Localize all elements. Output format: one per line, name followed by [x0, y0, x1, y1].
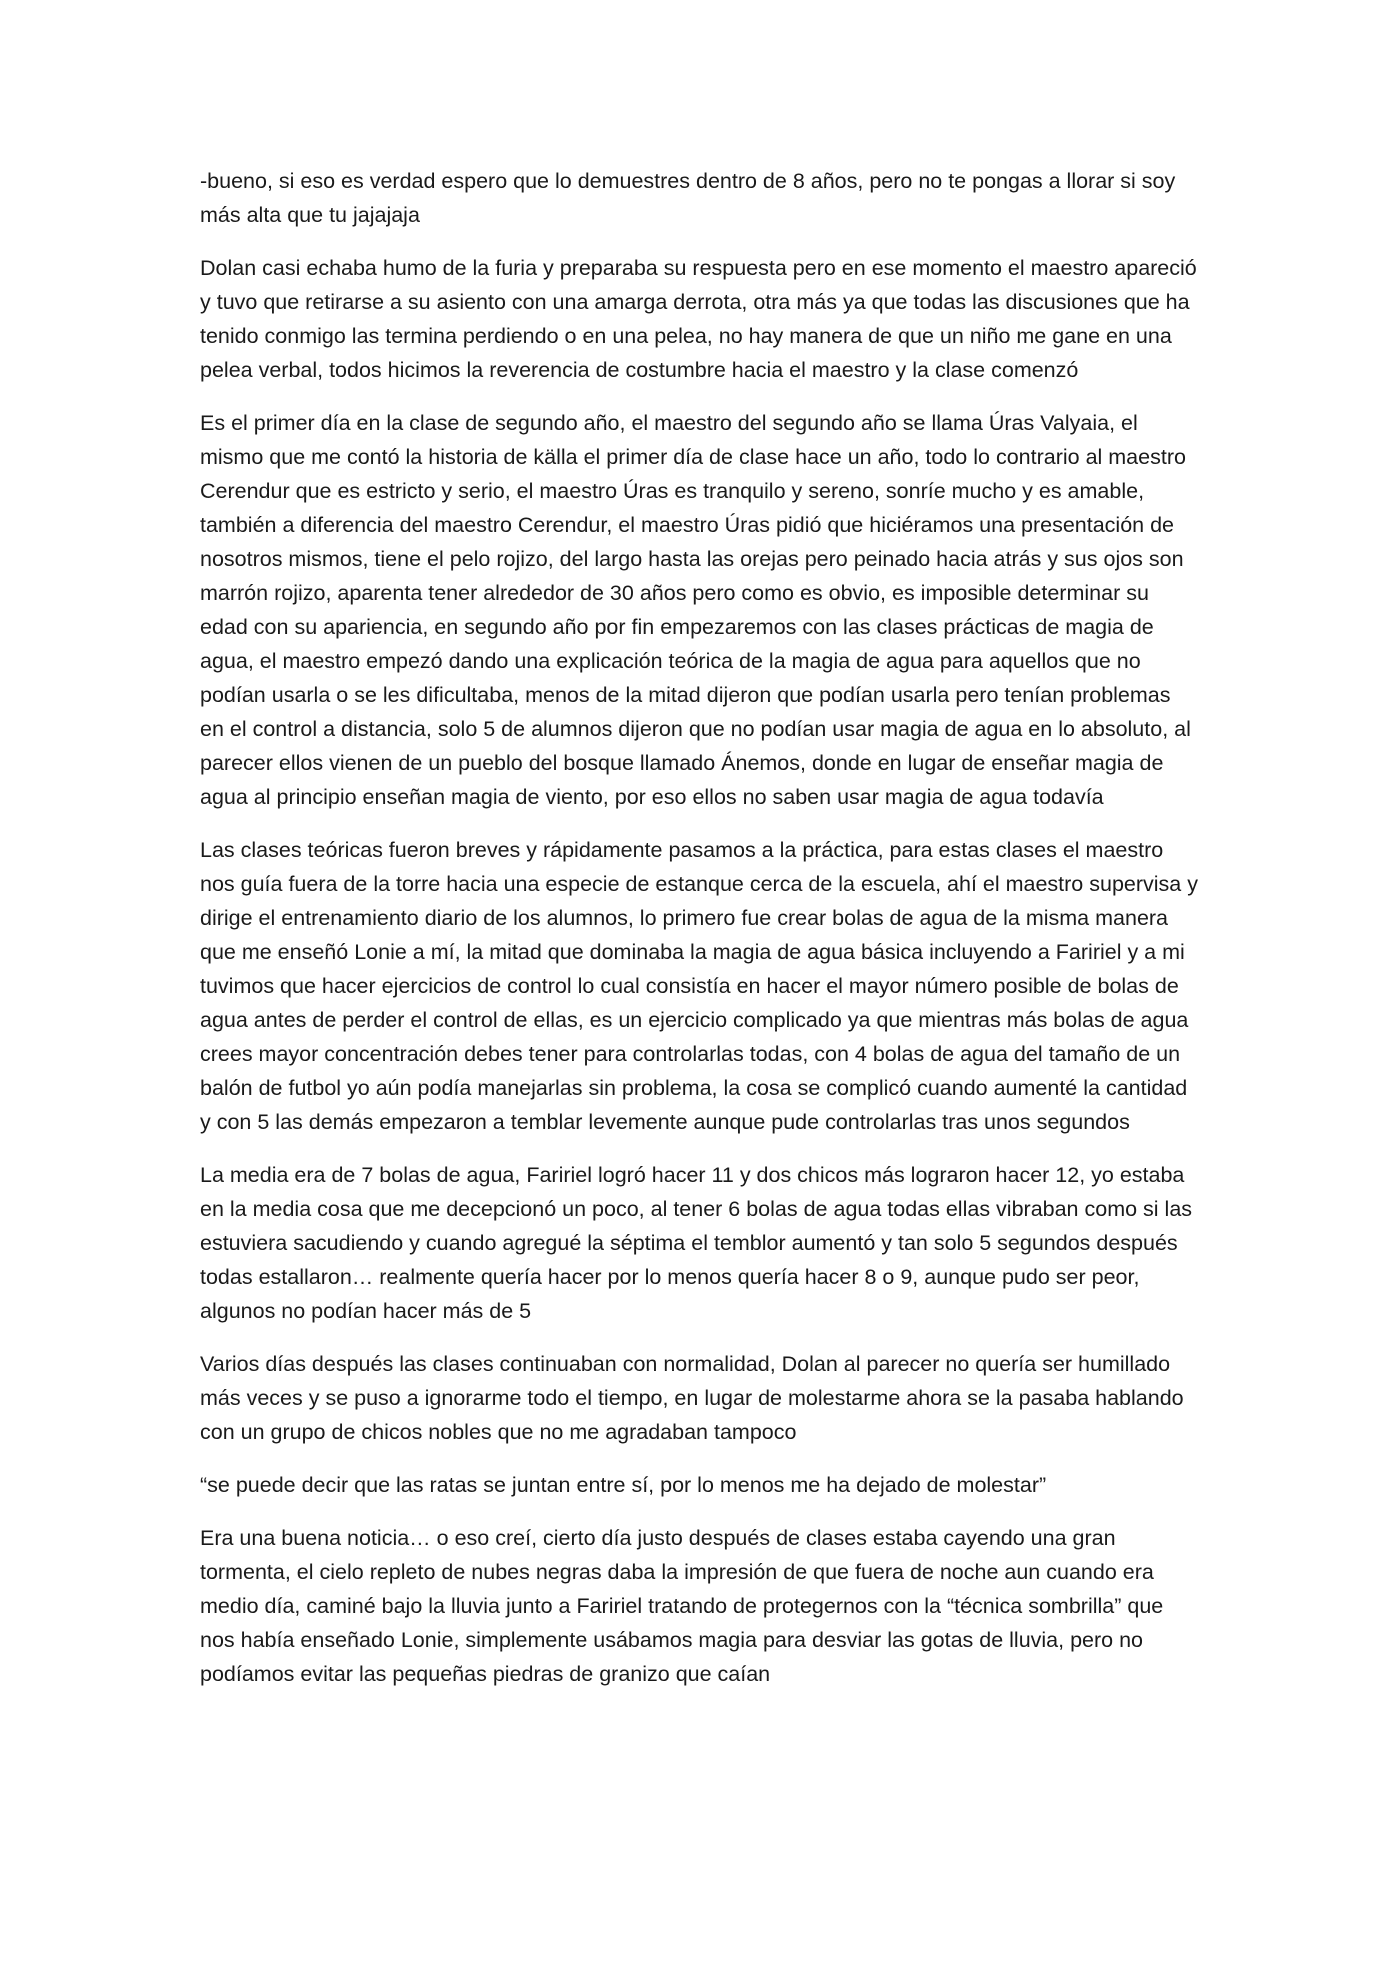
paragraph: Varios días después las clases continuaban con normalidad, Dolan al parecer no quería ser humillado más veces y se puso a ignorarme todo el tiempo, en lugar de molestarme ahora se la pasaba hablando con un grupo de chicos nobles que no me agradaban tampoco — [200, 1352, 1184, 1444]
paragraph: -bueno, si eso es verdad espero que lo demuestres dentro de 8 años, pero no te pongas a llorar si soy más alta que tu jajajaja — [200, 169, 1176, 227]
paragraph: Era una buena noticia… o eso creí, cierto día justo después de clases estaba cayendo una gran tormenta, el cielo repleto de nubes negras daba la impresión de que fuera de noche aun cuando era medio día, caminé bajo la lluvia junto a Faririel tratando de protegernos con la “técnica sombrilla” que nos había enseñado Lonie, simplemente usábamos magia para desviar las gotas de lluvia, pero no podíamos evitar las pequeñas piedras de granizo que caían — [200, 1526, 1164, 1686]
paragraph: Las clases teóricas fueron breves y rápidamente pasamos a la práctica, para estas clases el maestro nos guía fuera de la torre hacia una especie de estanque cerca de la escuela, ahí el maestro supervisa y dirige el entrenamiento diario de los alumnos, lo primero fue crear bolas de agua de la misma manera que me enseñó Lonie a mí, la mitad que dominaba la magia de agua básica incluyendo a Faririel y a mi tuvimos que hacer ejercicios de control lo cual consistía en hacer el mayor número posible de bolas de agua antes de perder el control de ellas, es un ejercicio complicado ya que mientras más bolas de agua crees mayor concentración debes tener para controlarlas todas, con 4 bolas de agua del tamaño de un balón de futbol yo aún podía manejarlas sin problema, la cosa se complicó cuando aumenté la cantidad y con 5 las demás empezaron a temblar levemente aunque pude controlarlas tras unos segundos — [200, 838, 1198, 1134]
paragraph: Es el primer día en la clase de segundo año, el maestro del segundo año se llama Úras Valyaia, el mismo que me contó la historia de källa el primer día de clase hace un año, todo lo contrario al maestro Cerendur que es estricto y serio, el maestro Úras es tranquilo y sereno, sonríe mucho y es amable, también a diferencia del maestro Cerendur, el maestro Úras pidió que hiciéramos una presentación de nosotros mismos, tiene el pelo rojizo, del largo hasta las orejas pero peinado hacia atrás y sus ojos son marrón rojizo, aparenta tener alrededor de 30 años pero como es obvio, es imposible determinar su edad con su apariencia, en segundo año por fin empezaremos con las clases prácticas de magia de agua, el maestro empezó dando una explicación teórica de la magia de agua para aquellos que no podían usarla o se les dificultaba, menos de la mitad dijeron que podían usarla pero tenían problemas en el control a distancia, solo 5 de alumnos dijeron que no podían usar magia de agua en lo absoluto, al parecer ellos vienen de un pueblo del bosque llamado Ánemos, donde en lugar de enseñar magia de agua al principio enseñan magia de viento, por eso ellos no saben usar magia de agua todavía — [200, 411, 1191, 809]
paragraph: Dolan casi echaba humo de la furia y preparaba su respuesta pero en ese momento el maestro apareció y tuvo que retirarse a su asiento con una amarga derrota, otra más ya que todas las discusiones que ha tenido conmigo las termina perdiendo o en una pelea, no hay manera de que un niño me gane en una pelea verbal, todos hicimos la reverencia de costumbre hacia el maestro y la clase comenzó — [200, 256, 1197, 382]
document-body — [200, 164, 1200, 1710]
paragraph: La media era de 7 bolas de agua, Faririel logró hacer 11 y dos chicos más lograron hacer 12, yo estaba en la media cosa que me decepcionó un poco, al tener 6 bolas de agua todas ellas vibraban como si las estuviera sacudiendo y cuando agregué la séptima el temblor aumentó y tan solo 5 segundos después todas estallaron… realmente quería hacer por lo menos quería hacer 8 o 9, aunque pudo ser peor, algunos no podían hacer más de 5 — [200, 1163, 1193, 1323]
paragraph: “se puede decir que las ratas se juntan entre sí, por lo menos me ha dejado de molestar” — [200, 1473, 1047, 1497]
